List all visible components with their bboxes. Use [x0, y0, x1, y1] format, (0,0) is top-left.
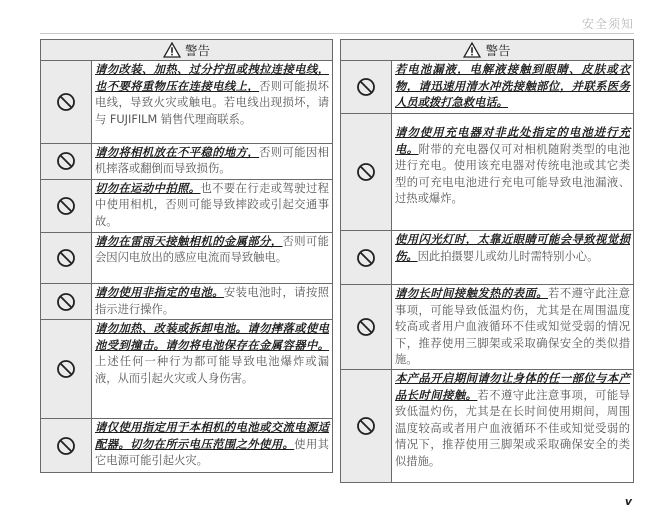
warning-emphasis: 请勿使用充电器对非此处指定的电池进行充电。 — [395, 126, 630, 156]
warning-row — [41, 61, 332, 144]
warning-body: 也不要在行走或驾驶过程中使用相机，否则可能导致摔跤或引起交通事故。 — [95, 181, 329, 228]
warning-emphasis: 请勿在雷雨天接触相机的金属部分， — [95, 234, 283, 248]
prohibition-icon — [356, 248, 376, 268]
warning-row — [341, 231, 633, 285]
warning-row — [41, 233, 332, 285]
warning-body: 否则可能损坏电线，导致火灾或触电。若电线出现损坏，请与 FUJIFILM 销售代理商联系。 — [95, 79, 329, 126]
prohibition-icon — [356, 162, 376, 182]
warning-emphasis: 请仅使用指定用于本相机的电池或交流电源适配器。切勿在所示电压范围之外使用。 — [95, 421, 329, 451]
page-number: v — [624, 495, 632, 508]
warning-panel-left — [40, 39, 333, 473]
warning-text — [392, 285, 633, 369]
prohibition-icon — [56, 196, 76, 216]
warning-emphasis: 切勿在运动中拍照。 — [95, 181, 201, 195]
prohibition-icon — [56, 92, 76, 112]
warning-header — [341, 40, 633, 61]
warning-text — [92, 144, 332, 179]
prohibition-icon — [356, 77, 376, 97]
warning-body: 因此拍摄婴儿或幼儿时需特别小心。 — [417, 249, 599, 263]
warning-text — [392, 231, 633, 284]
warning-row — [41, 320, 332, 419]
warning-body: 上述任何一种行为都可能导致电池爆炸或漏液，从而引起火灾或人身伤害。 — [95, 355, 329, 385]
warning-row — [41, 419, 332, 472]
warning-body: 安装电池时，请按照指示进行操作。 — [95, 286, 329, 316]
warning-emphasis: 本产品开启期间请勿让身体的任一部位与本产品长时间接触。 — [395, 372, 630, 402]
prohibition-icon — [56, 436, 76, 456]
warning-text — [92, 284, 332, 319]
warning-header-label: 警告 — [485, 43, 511, 58]
warning-row — [341, 61, 633, 114]
warning-text — [392, 114, 633, 230]
prohibition-icon — [56, 292, 76, 312]
warning-row — [41, 284, 332, 320]
warning-text — [92, 180, 332, 232]
warning-header-label: 警告 — [184, 43, 210, 58]
warning-emphasis: 请勿使用非指定的电池。 — [95, 286, 224, 300]
warning-triangle-icon — [463, 42, 481, 58]
warning-emphasis: 请勿长时间接触发热的表面。 — [395, 287, 549, 300]
warning-emphasis: 使用闪光灯时，太靠近眼睛可能会导致视觉损伤。 — [395, 233, 630, 263]
warning-emphasis: 请勿加热、改装或拆卸电池。请勿摔落或使电池受到撞击。请勿将电池保存在金属容器中。 — [95, 322, 329, 352]
warning-text — [92, 320, 332, 418]
prohibition-icon — [56, 248, 76, 268]
section-title: 安全须知 — [581, 17, 634, 31]
warning-emphasis: 请勿改装、加热、过分拧扭或拽拉连接电线，也不要将重物压在连接电线上， — [95, 63, 329, 93]
warning-body: 否则可能因相机摔落或翻倒而导致损伤。 — [95, 145, 329, 176]
warning-text — [92, 61, 332, 143]
warning-body: 使用其它电源可能引起火灾。 — [95, 437, 329, 468]
warning-row — [341, 285, 633, 370]
warning-text — [392, 61, 633, 113]
header-rule — [40, 33, 634, 34]
prohibition-icon — [56, 359, 76, 379]
prohibition-icon — [356, 317, 376, 337]
warning-row — [41, 180, 332, 233]
warning-text — [92, 233, 332, 284]
warning-triangle-icon — [163, 42, 181, 58]
warning-row — [341, 114, 633, 231]
prohibition-icon — [356, 416, 376, 436]
warning-body: 若不遵守此注意事项，可能导致低温灼伤，尤其是在周围温度较高或者用户血液循环不佳或知觉受弱的情况下，推荐使用三脚架或采取确保安全的类似措施。 — [395, 287, 630, 367]
warning-body: 若不遵守此注意事项，可能导致低温灼伤，尤其是在长时间使用期间，周围温度较高或者用户血液循环不佳或知觉受弱的情况下，推荐使用三脚架或采取确保安全的类似措施。 — [395, 388, 630, 468]
warning-body: 附带的充电器仅可对相机随附类型的电池进行充电。使用该充电器对传统电池或其它类型的可充电电池进行充电可能导致电池漏液、过热或爆炸。 — [395, 142, 630, 206]
warning-row — [41, 144, 332, 180]
warning-panel-right — [340, 39, 634, 483]
warning-row — [341, 370, 633, 482]
prohibition-icon — [56, 151, 76, 171]
warning-text — [392, 370, 633, 482]
warning-emphasis: 请勿将相机放在不平稳的地方， — [95, 145, 260, 159]
warning-body: 否则可能会因闪电放出的感应电流而导致触电。 — [95, 234, 329, 265]
warning-header — [41, 40, 332, 61]
warning-text — [92, 419, 332, 472]
warning-emphasis: 若电池漏液，电解液接触到眼睛、皮肤或衣物，请迅速用清水冲洗接触部位，并联系医务人员或拨打急救电话。 — [395, 63, 630, 110]
